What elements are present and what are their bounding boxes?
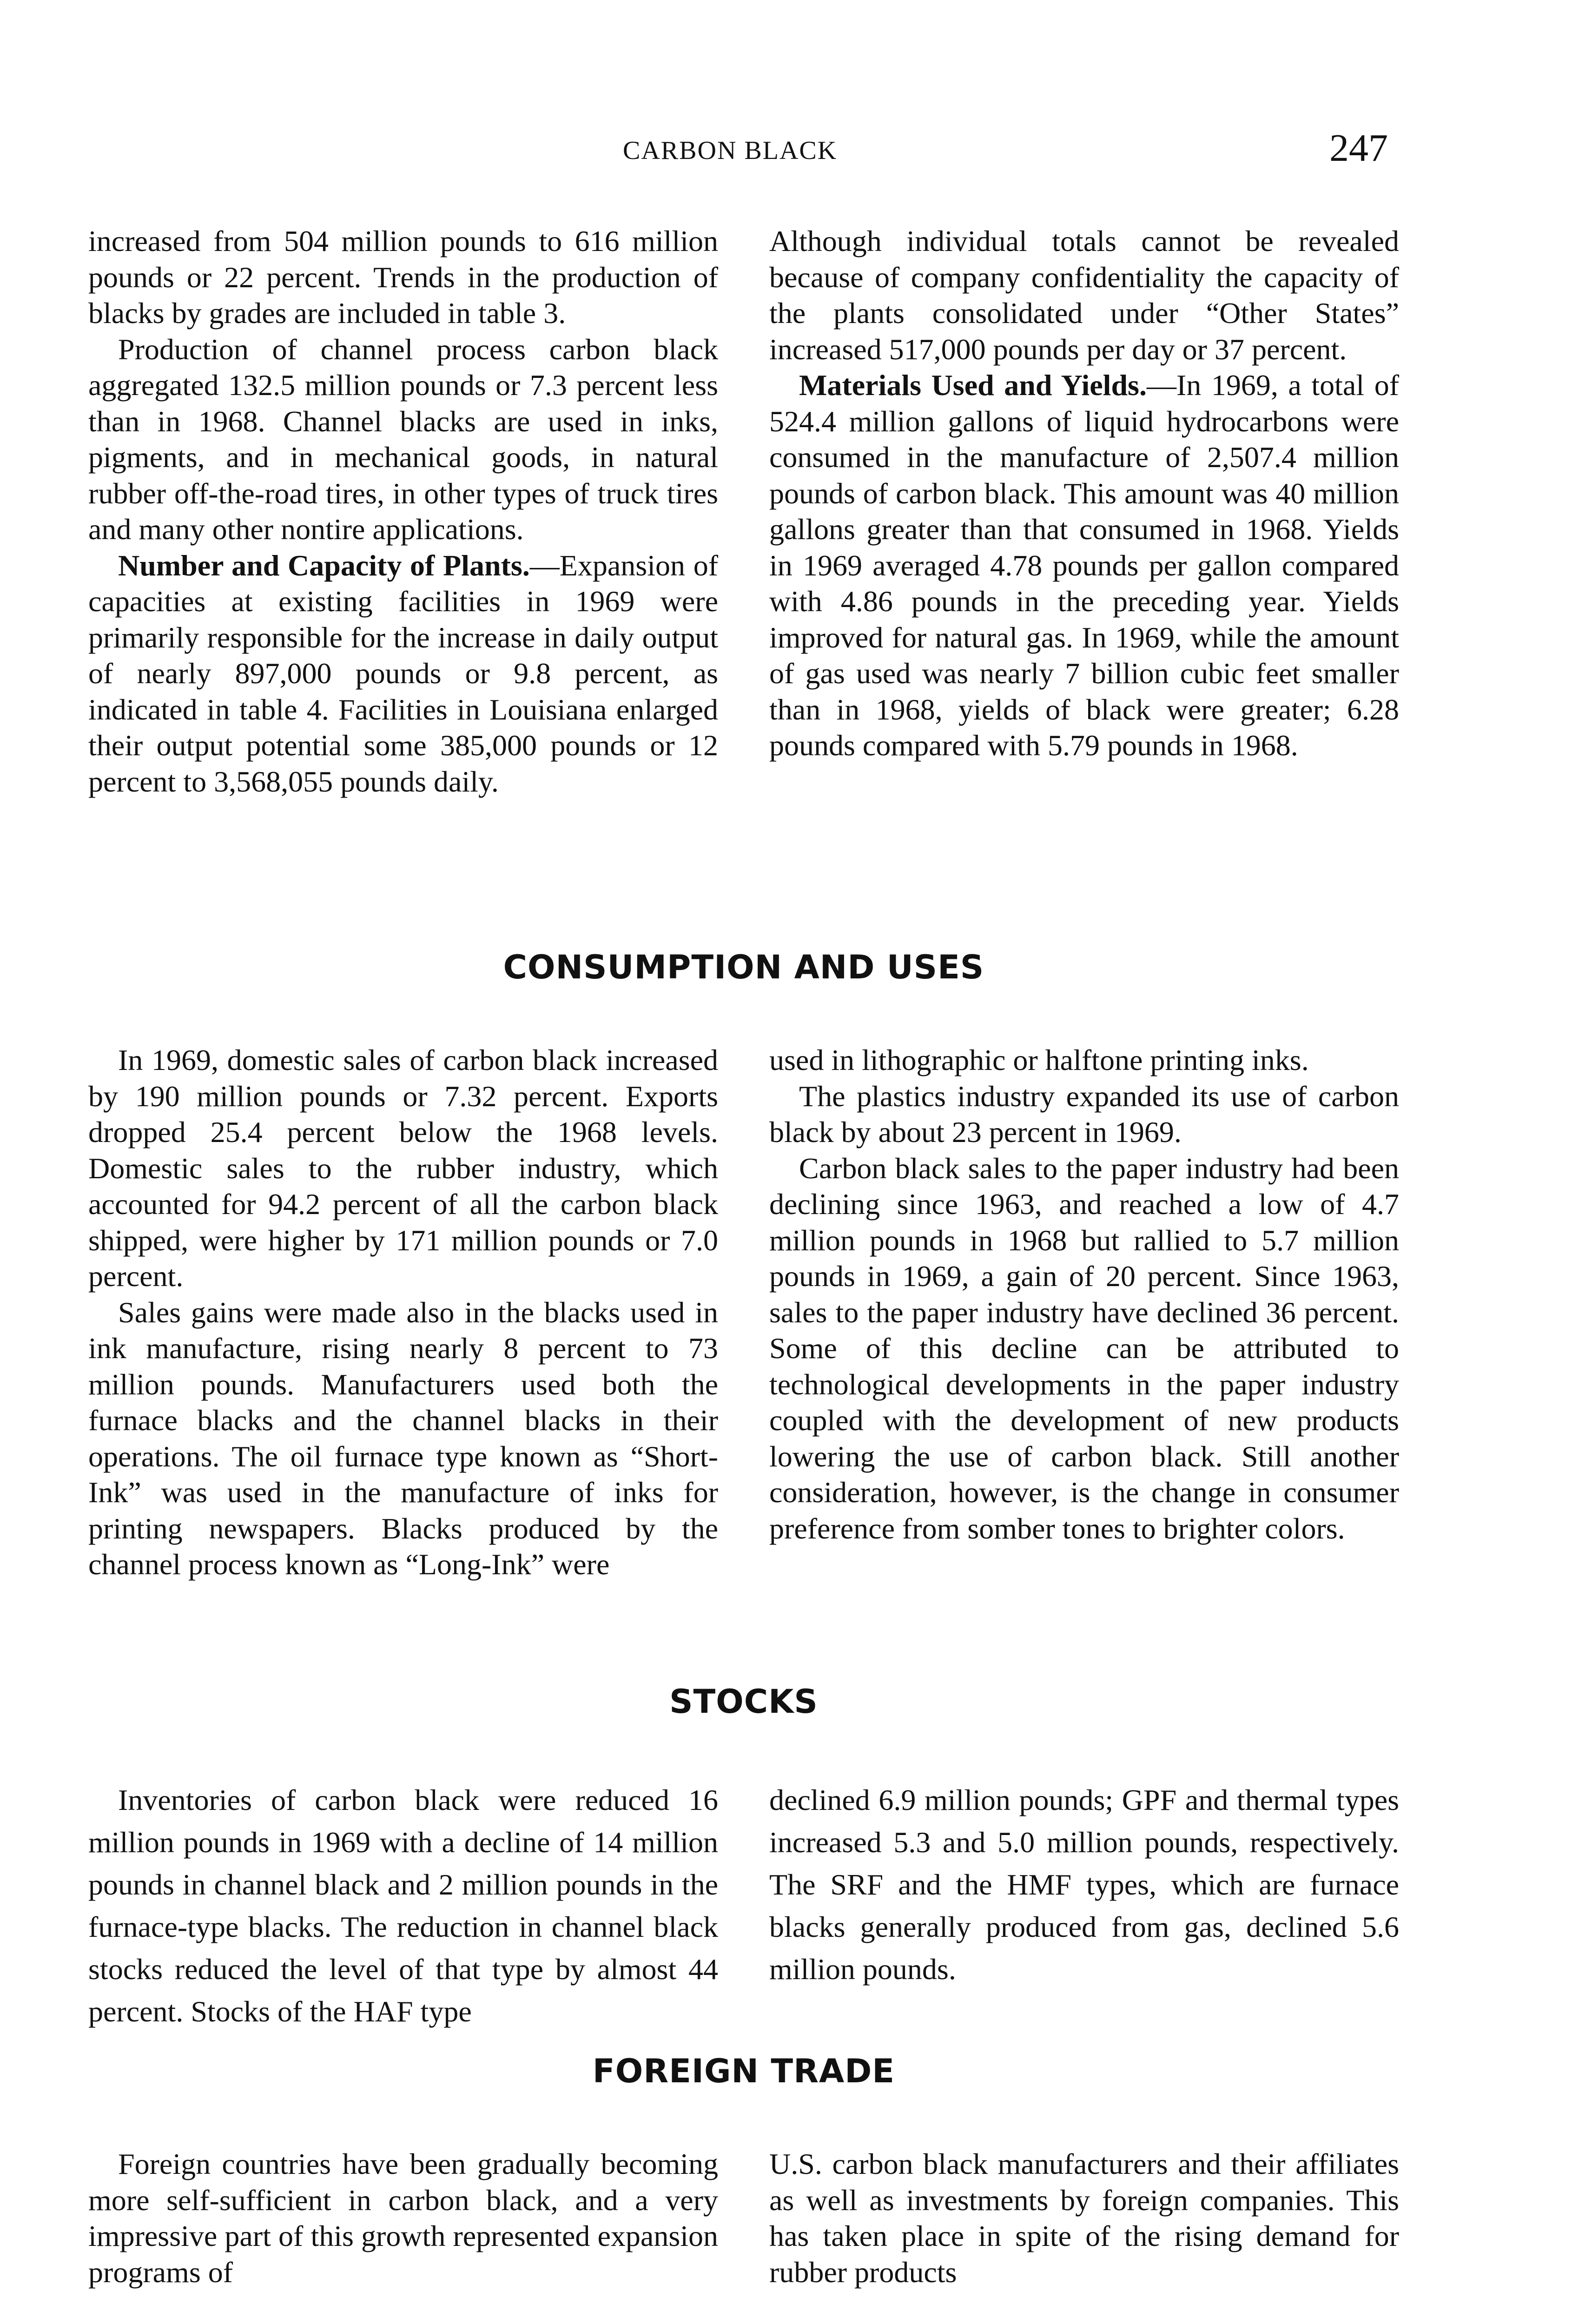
paragraph-text: Although individual totals cannot be revealed because of company confidentiality the capacity of the plants consolidated under “Other States” increased 517,000 pounds per day or 37 percent. [769,224,1399,366]
paragraph-text: The plastics industry expanded its use of carbon black by about 23 percent in 1969. [769,1079,1399,1149]
left-column [88,1042,718,1583]
paragraph-text: used in lithographic or halftone printing inks. [769,1043,1309,1076]
two-column-body [88,1042,1399,1583]
two-column-body [88,223,1399,799]
section-consumption-and-uses [88,948,1399,1583]
section-foreign-trade [88,2052,1399,2290]
running-title: CARBON BLACK [623,136,838,165]
paragraph [88,548,718,800]
paragraph-text: In 1969, domestic sales of carbon black increased by 190 million pounds or 7.32 percent. Exports dropped 25.4 percent below the 1968 levels. Domestic sales to the rubber industry, which accounted for 94.2 percent of all the carbon black shipped, were higher by 171 million pounds or 7.0 percent. [88,1043,718,1293]
paragraph [88,223,718,331]
paragraph [769,1779,1399,1990]
running-header [0,125,1572,181]
paragraph-text: Inventories of carbon black were reduced 16 million pounds in 1969 with a decline of 14 million pounds in channel black and 2 million pounds in the furnace-type blacks. The reduction in channel black stocks reduced the level of that type by almost 44 percent. Stocks of the HAF type [88,1783,718,2028]
left-column [88,2146,718,2290]
paragraph-text: increased from 504 million pounds to 616 million pounds or 22 percent. Trends in the production of blacks by grades are included in table 3. [88,224,718,330]
run-in-heading: Materials Used and Yields. [799,369,1147,402]
paragraph-text: Carbon black sales to the paper industry had been declining since 1963, and reached a low of 4.7 million pounds in 1968 but rallied to 5.7 million pounds in 1969, a gain of 20 percent. Since 1963, sales to the paper industry have declined 36 percent. Some of this decline can be attributed to technological developments in the paper industry coupled with the development of new products lowering the use of carbon black. Still another consideration, however, is the change in consumer preference from somber tones to brighter colors. [769,1151,1399,1545]
right-column [769,223,1399,799]
paragraph-text: declined 6.9 million pounds; GPF and thermal types increased 5.3 and 5.0 million pounds, respectively. The SRF and the HMF types, which are furnace blacks generally produced from gas, declined 5.6 million pounds. [769,1783,1399,1986]
left-column [88,1779,718,2033]
right-column [769,1779,1399,2033]
paragraph-text: Sales gains were made also in the blacks used in ink manufacture, rising nearly 8 percent to 73 million pounds. Manufacturers used both the furnace blacks and the channel blacks in their operations. The oil furnace type known as “Short-Ink” was used in the manufacture of inks for printing newspapers. Blacks produced by the channel process known as “Long-Ink” were [88,1295,718,1581]
paragraph-text: —Expansion of capacities at existing facilities in 1969 were primarily responsible for the increase in daily output of nearly 897,000 pounds or 9.8 percent, as indicated in table 4. Facilities in Louisiana enlarged their output potential some 385,000 pounds or 12 percent to 3,568,055 pounds daily. [88,548,719,798]
section-heading: STOCKS [669,1683,818,1721]
paragraph-text: Foreign countries have been gradually becoming more self-sufficient in carbon black, and a very impressive part of this growth represented expansion programs of [88,2147,718,2289]
paragraph [88,1779,718,2033]
paragraph [88,1294,718,1583]
paragraph [769,367,1399,764]
paragraph [769,2146,1399,2290]
paragraph [769,223,1399,367]
paragraph [88,331,718,548]
two-column-body [88,1779,1399,2033]
two-column-body [88,2146,1399,2290]
paragraph [88,1042,718,1294]
right-column [769,1042,1399,1583]
run-in-heading: Number and Capacity of Plants. [118,548,530,582]
section-heading: CONSUMPTION AND USES [503,948,984,986]
paragraph-text: —In 1969, a total of 524.4 million gallons of liquid hydrocarbons were consumed in the manufacture of 2,507.4 million pounds of carbon black. This amount was 40 million gallons greater than that consumed in 1968. Yields in 1969 averaged 4.78 pounds per gallon compared with 4.86 pounds in the preceding year. Yields improved for natural gas. In 1969, while the amount of gas used was nearly 7 billion cubic feet smaller than in 1968, yields of black were greater; 6.28 pounds compared with 5.79 pounds in 1968. [769,369,1400,762]
section-production-continued [88,223,1399,799]
right-column [769,2146,1399,2290]
section-stocks [88,1683,1399,2033]
left-column [88,223,718,799]
paragraph [769,1150,1399,1547]
paragraph [88,2146,718,2290]
section-heading: FOREIGN TRADE [592,2052,895,2090]
page-number: 247 [1329,126,1388,170]
paragraph-text: Production of channel process carbon black aggregated 132.5 million pounds or 7.3 percent less than in 1968. Channel blacks are used in inks, pigments, and in mechanical goods, in natural rubber off-the-road tires, in other types of truck tires and many other nontire applications. [88,332,718,546]
paragraph-text: U.S. carbon black manufacturers and their affiliates as well as investments by foreign companies. This has taken place in spite of the rising demand for rubber products [769,2147,1399,2289]
paragraph [769,1078,1399,1150]
paragraph [769,1042,1399,1078]
